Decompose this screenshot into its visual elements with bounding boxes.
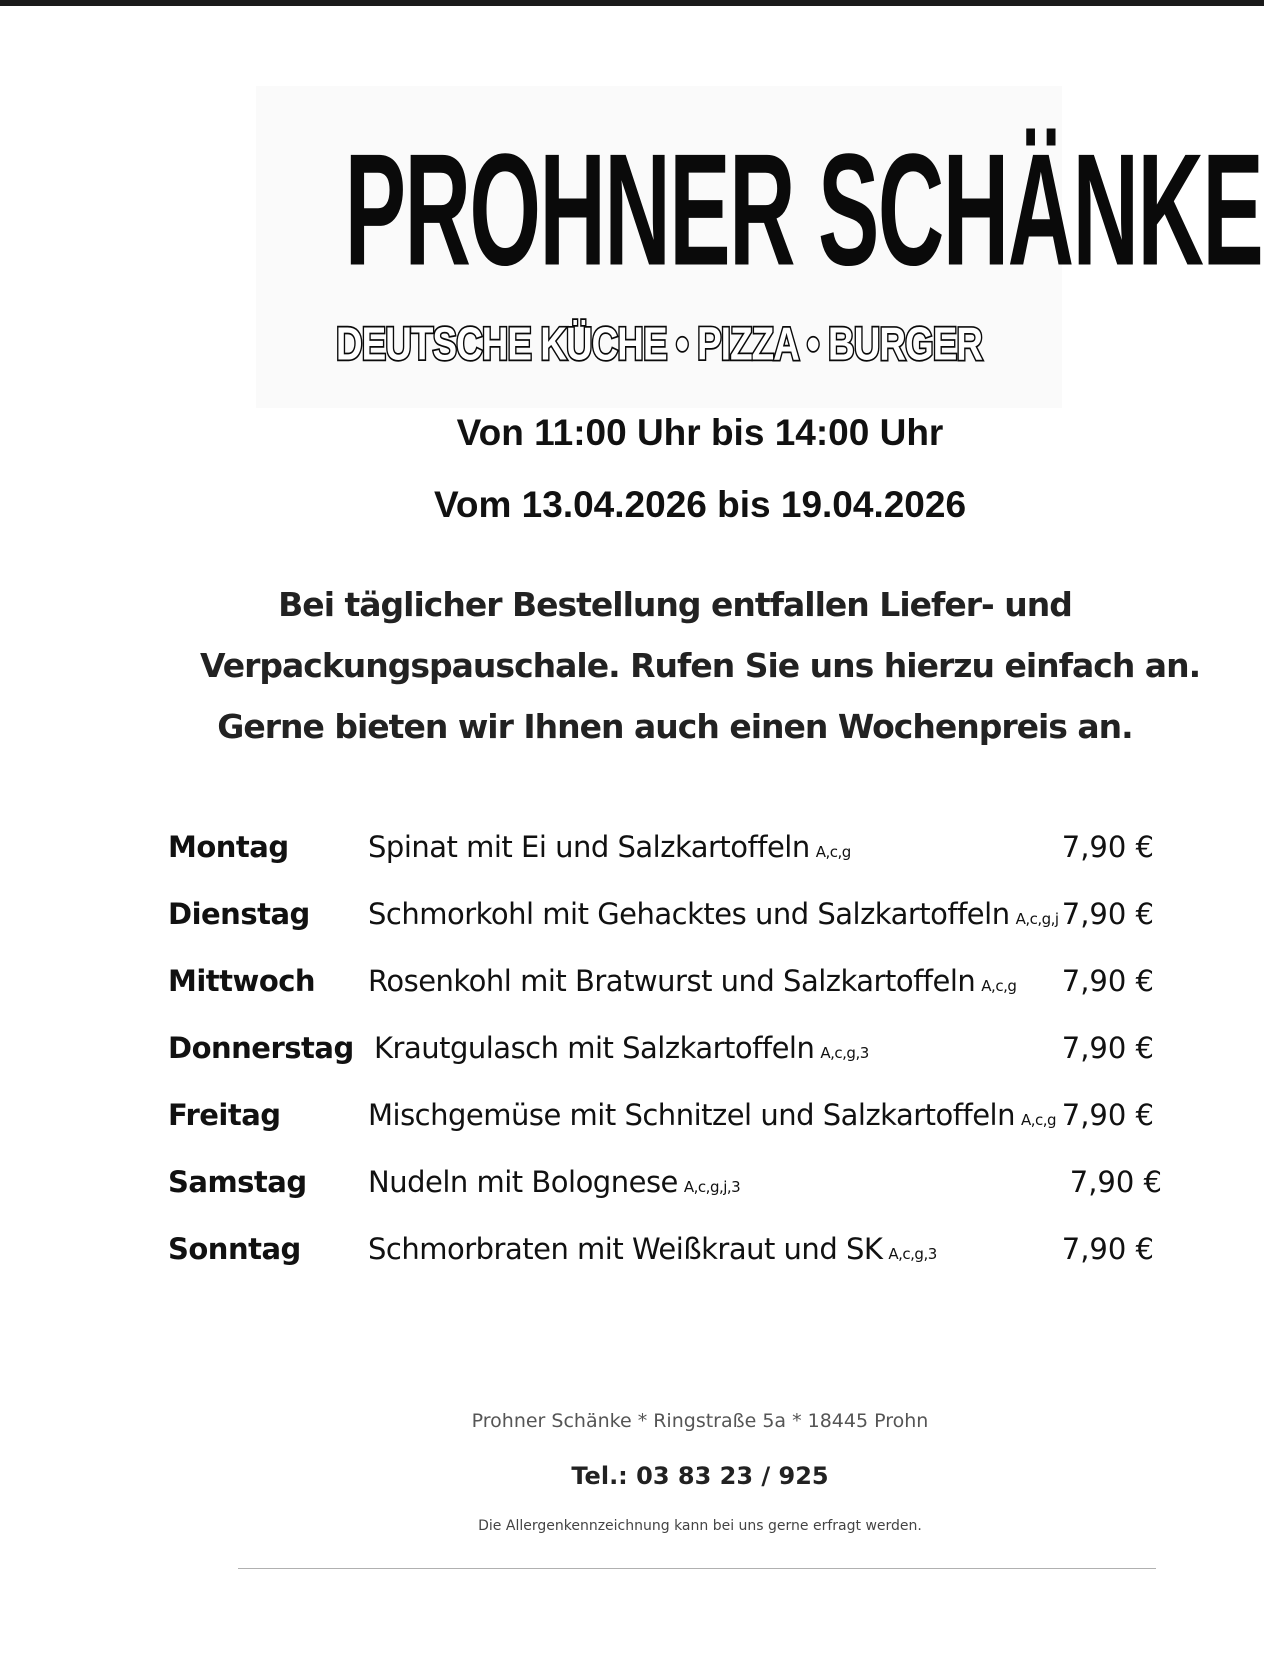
menu-row-dienstag	[168, 897, 1168, 964]
allergen-codes: A,c,g,j	[1015, 910, 1059, 928]
allergen-codes: A,c,g,j,3	[683, 1178, 741, 1196]
menu-row-mittwoch	[168, 964, 1168, 1031]
menu-dish	[368, 897, 1059, 931]
logo-title: PROHNER SCHÄNKE	[344, 121, 1263, 300]
dish-name: Mischgemüse mit Schnitzel und Salzkartoffeln	[368, 1098, 1015, 1132]
notice-line: Gerne bieten wir Ihnen auch einen Wochenpreis an.	[217, 707, 1133, 746]
footer-phone: Tel.: 03 83 23 / 925	[571, 1462, 829, 1490]
menu-day: Sonntag	[168, 1232, 301, 1266]
menu-day: Dienstag	[168, 897, 310, 931]
menu-price: 7,90 €	[1061, 1098, 1154, 1132]
notice-line: Bei täglicher Bestellung entfallen Liefer- und	[278, 585, 1072, 624]
menu-price: 7,90 €	[1061, 897, 1154, 931]
weekly-menu	[168, 830, 1168, 1299]
dish-name: Schmorbraten mit Weißkraut und SK	[368, 1232, 883, 1266]
menu-dish	[368, 1165, 740, 1199]
order-notice	[200, 574, 1201, 757]
allergen-codes: A,c,g	[815, 843, 851, 861]
dish-name: Nudeln mit Bolognese	[368, 1165, 678, 1199]
menu-price: 7,90 €	[1061, 830, 1154, 864]
dish-name: Schmorkohl mit Gehacktes und Salzkartoffeln	[368, 897, 1010, 931]
date-range: Vom 13.04.2026 bis 19.04.2026	[433, 484, 967, 525]
allergen-codes: A,c,g	[1020, 1111, 1057, 1129]
menu-price: 7,90 €	[1061, 1031, 1154, 1065]
allergen-codes: A,c,g,3	[820, 1044, 869, 1062]
menu-day: Freitag	[168, 1098, 281, 1132]
top-border	[0, 0, 1264, 6]
allergen-note: Die Allergenkennzeichnung kann bei uns gerne erfragt werden.	[478, 1518, 922, 1534]
allergen-codes: A,c,g	[981, 977, 1017, 995]
footer-address: Prohner Schänke * Ringstraße 5a * 18445 Prohn	[471, 1410, 929, 1432]
menu-day: Montag	[168, 830, 289, 864]
menu-dish	[368, 830, 851, 864]
menu-day: Samstag	[168, 1165, 307, 1199]
dish-name: Spinat mit Ei und Salzkartoffeln	[368, 830, 810, 864]
menu-dish	[368, 1098, 1056, 1132]
menu-dish	[368, 1232, 937, 1266]
allergen-codes: A,c,g,3	[888, 1245, 937, 1263]
dish-name: Krautgulasch mit Salzkartoffeln	[374, 1031, 815, 1065]
opening-hours: Von 11:00 Uhr bis 14:00 Uhr	[456, 412, 944, 453]
menu-price: 7,90 €	[1061, 964, 1154, 998]
footer-divider	[238, 1568, 1156, 1569]
menu-price: 7,90 €	[1061, 1232, 1154, 1266]
notice-line: Verpackungspauschale. Rufen Sie uns hierzu einfach an.	[200, 646, 1201, 685]
dish-name: Rosenkohl mit Bratwurst und Salzkartoffeln	[368, 964, 976, 998]
menu-day: Donnerstag	[168, 1031, 354, 1065]
menu-row-montag	[168, 830, 1168, 897]
logo-tagline: DEUTSCHE KÜCHE • PIZZA • BURGER	[335, 319, 983, 370]
menu-row-samstag	[168, 1165, 1168, 1232]
menu-price: 7,90 €	[1069, 1165, 1162, 1199]
menu-row-donnerstag	[168, 1031, 1168, 1098]
menu-row-freitag	[168, 1098, 1168, 1165]
menu-dish	[368, 964, 1016, 998]
menu-day: Mittwoch	[168, 964, 316, 998]
menu-row-sonntag	[168, 1232, 1168, 1299]
restaurant-logo	[256, 86, 1263, 408]
menu-dish	[374, 1031, 869, 1065]
